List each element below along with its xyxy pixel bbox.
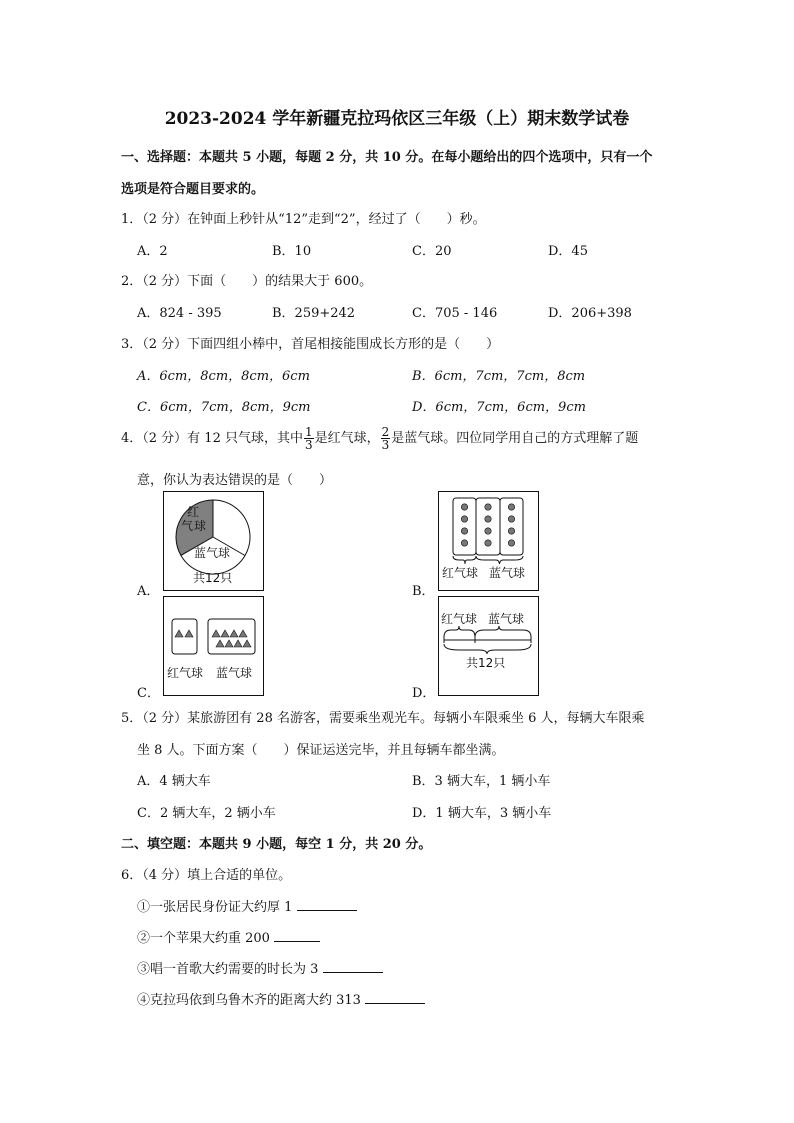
q6-item-1-text: ①一张居民身份证大约厚 1 bbox=[137, 900, 293, 915]
fraction-numerator: 2 bbox=[381, 425, 390, 439]
q4-stem-line2: 意，你认为表达错误的是（ ） bbox=[137, 473, 333, 488]
q6-item-3-text: ③唱一首歌大约需要的时长为 3 bbox=[137, 962, 319, 977]
section2-heading: 二、填空题：本题共 9 小题，每空 1 分，共 20 分。 bbox=[121, 837, 432, 852]
balloon-dot bbox=[461, 528, 467, 534]
balloon-dot bbox=[485, 540, 491, 546]
q5-stem-line1: 5．（2 分）某旅游团有 28 名游客，需要乘坐观光车。每辆小车限乘坐 6 人，每辆大车限乘 bbox=[121, 711, 645, 726]
balloon-dot bbox=[508, 528, 514, 534]
brace-red bbox=[444, 626, 475, 637]
q6-item-1 bbox=[137, 896, 357, 915]
q2-option-b: B．259+242 bbox=[272, 306, 356, 321]
q6-item-3-blank[interactable] bbox=[323, 960, 383, 973]
triangle-diagram bbox=[164, 597, 263, 695]
q3-option-c: C．6cm，7cm，8cm，9cm bbox=[137, 400, 311, 415]
q1-stem: 1．（2 分）在钟面上秒针从“12”走到“2”，经过了（ ）秒。 bbox=[121, 212, 486, 227]
dot-grid-diagram bbox=[439, 492, 538, 590]
q2-option-c: C．705 - 146 bbox=[412, 306, 498, 321]
balloon-dot bbox=[461, 516, 467, 522]
pie-red-label-1: 红 bbox=[187, 505, 200, 519]
q4-stem-pre: 4．（2 分）有 12 只气球，其中 bbox=[121, 431, 303, 446]
q5-option-c: C．2 辆大车，2 辆小车 bbox=[137, 806, 276, 821]
brace-total bbox=[444, 644, 531, 654]
q4-stem-line1 bbox=[121, 424, 638, 454]
balloon-dot bbox=[485, 516, 491, 522]
q6-item-4 bbox=[137, 989, 425, 1008]
segment-total-label: 共12只 bbox=[466, 656, 506, 670]
q6-item-2-blank[interactable] bbox=[274, 929, 320, 942]
q6-item-4-blank[interactable] bbox=[365, 991, 425, 1004]
pie-chart bbox=[164, 492, 263, 590]
q4-stem-post: 是蓝气球。四位同学用自己的方式理解了题 bbox=[391, 431, 639, 446]
q3-option-a: A．6cm，8cm，8cm，6cm bbox=[137, 369, 310, 384]
q1-option-d: D．45 bbox=[548, 244, 588, 259]
q6-item-2-text: ②一个苹果大约重 200 bbox=[137, 931, 270, 946]
brace-red bbox=[453, 556, 476, 564]
balloon-dot bbox=[508, 504, 514, 510]
q4-figure-c-triangles bbox=[163, 596, 264, 696]
pie-red-label-2: 气 bbox=[181, 519, 194, 533]
balloon-dot bbox=[508, 540, 514, 546]
q6-item-1-blank[interactable] bbox=[297, 898, 357, 911]
q4-option-b-label: B． bbox=[412, 584, 435, 599]
q3-stem: 3．（2 分）下面四组小棒中，首尾相接能围成长方形的是（ ） bbox=[121, 337, 500, 352]
q6-item-3 bbox=[137, 958, 383, 977]
q5-option-b: B．3 辆大车，1 辆小车 bbox=[412, 774, 551, 789]
q2-stem: 2．（2 分）下面（ ）的结果大于 600。 bbox=[121, 274, 373, 289]
balloon-dot bbox=[461, 540, 467, 546]
balloon-dot bbox=[508, 516, 514, 522]
pie-blue-label: 蓝气球 bbox=[194, 546, 231, 560]
q4-stem-mid: 是红气球， bbox=[314, 431, 380, 446]
fraction-denominator: 3 bbox=[304, 438, 313, 452]
q5-stem-line2: 坐 8 人。下面方案（ ）保证运送完毕，并且每辆车都坐满。 bbox=[137, 743, 505, 758]
q4-fraction-red bbox=[304, 426, 314, 451]
q4-figure-d-segments bbox=[438, 596, 539, 696]
page-title: 2023-2024 学年新疆克拉玛依区三年级（上）期末数学试卷 bbox=[164, 109, 630, 129]
balloon-dot bbox=[485, 528, 491, 534]
dots-blue-label: 蓝气球 bbox=[489, 566, 526, 580]
q2-option-d: D．206+398 bbox=[548, 306, 632, 321]
q4-option-a-label: A． bbox=[137, 584, 160, 599]
q5-option-d: D．1 辆大车，3 辆小车 bbox=[412, 806, 552, 821]
q5-option-a: A．4 辆大车 bbox=[137, 774, 211, 789]
q3-option-b: B．6cm，7cm，7cm，8cm bbox=[412, 369, 586, 384]
fraction-denominator: 3 bbox=[381, 438, 390, 452]
section1-heading-line1: 一、选择题：本题共 5 小题，每题 2 分，共 10 分。在每小题给出的四个选项中，只有一个 bbox=[121, 150, 653, 165]
segment-blue-label: 蓝气球 bbox=[488, 612, 525, 626]
pie-total-label: 共12只 bbox=[193, 571, 233, 585]
q6-stem: 6．（4 分）填上合适的单位。 bbox=[121, 868, 292, 883]
fraction-numerator: 1 bbox=[304, 425, 313, 439]
q4-figure-b-dots bbox=[438, 491, 539, 591]
triangles-red-label: 红气球 bbox=[167, 666, 204, 680]
section1-heading-line2: 选项是符合题目要求的。 bbox=[121, 182, 265, 197]
segment-diagram bbox=[439, 597, 538, 695]
pie-red-label-3: 球 bbox=[194, 519, 207, 533]
segment-red-label: 红气球 bbox=[441, 612, 478, 626]
balloon-dot bbox=[485, 504, 491, 510]
dots-red-label: 红气球 bbox=[442, 566, 479, 580]
balloon-dot bbox=[461, 504, 467, 510]
brace-blue bbox=[476, 556, 523, 564]
q2-option-a: A．824 - 395 bbox=[137, 306, 222, 321]
q6-item-2 bbox=[137, 927, 320, 946]
q4-figure-a-pie bbox=[163, 491, 264, 591]
q1-option-a: A．2 bbox=[137, 244, 168, 259]
brace-blue bbox=[475, 626, 531, 637]
q1-option-c: C．20 bbox=[412, 244, 452, 259]
q4-option-d-label: D． bbox=[412, 686, 436, 701]
q4-fraction-blue bbox=[381, 426, 391, 451]
q4-option-c-label: C． bbox=[137, 686, 160, 701]
triangles-blue-label: 蓝气球 bbox=[216, 666, 253, 680]
q1-option-b: B．10 bbox=[272, 244, 312, 259]
q3-option-d: D．6cm，7cm，6cm，9cm bbox=[412, 400, 586, 415]
q6-item-4-text: ④克拉玛依到乌鲁木齐的距离大约 313 bbox=[137, 993, 361, 1008]
